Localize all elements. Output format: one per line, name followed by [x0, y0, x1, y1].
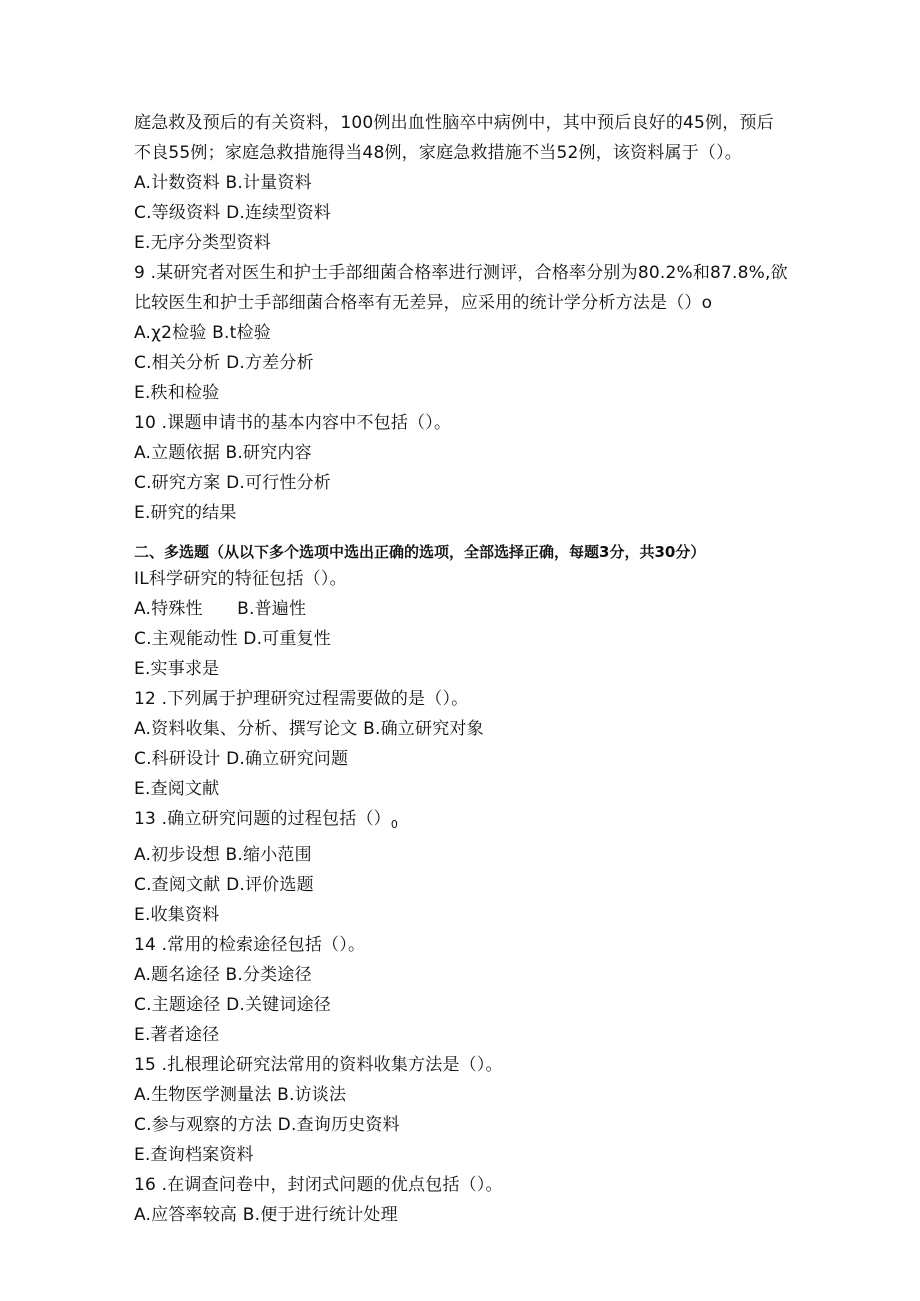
- option-line: E.查阅文献: [134, 779, 220, 799]
- option-line: C.参与观察的方法 D.查询历史资料: [134, 1115, 400, 1135]
- section-2-title: 二、多选题（从以下多个选项中选出正确的选项，全部选择正确，每题3分，共30分）: [134, 543, 706, 561]
- option-line: A.χ2检验 B.t检验: [134, 323, 271, 343]
- section-gap: [134, 528, 834, 536]
- document-content: [134, 108, 834, 1230]
- question-16: 16 .在调查问卷中，封闭式问题的优点包括（）。: [134, 1175, 503, 1195]
- option-line: E.研究的结果: [134, 503, 237, 523]
- option-line: A.立题依据 B.研究内容: [134, 443, 312, 463]
- option-line: A.题名途径 B.分类途径: [134, 965, 312, 985]
- option-line: E.实事求是: [134, 659, 220, 679]
- option-line: A.计数资料 B.计量资料: [134, 173, 312, 193]
- option-line: A.资料收集、分析、撰写论文 B.确立研究对象: [134, 719, 484, 739]
- option-line: E.收集资料: [134, 905, 220, 925]
- option-line: E.无序分类型资料: [134, 233, 271, 253]
- text-line: 庭急救及预后的有关资料，100例出血性脑卒中病例中，其中预后良好的45例，预后: [134, 113, 774, 133]
- option-line: C.科研设计 D.确立研究问题: [134, 749, 349, 769]
- question-9-line-1: 9 .某研究者对医生和护士手部细菌合格率进行测评，合格率分别为80.2%和87.8%,欲: [134, 263, 788, 283]
- option-line: C.主题途径 D.关键词途径: [134, 995, 331, 1015]
- question-11: IL科学研究的特征包括（）。: [134, 569, 347, 589]
- option-line: E.著者途径: [134, 1025, 220, 1045]
- option-line: C.主观能动性 D.可重复性: [134, 629, 331, 649]
- question-9-line-2: 比较医生和护士手部细菌合格率有无差异，应采用的统计学分析方法是（）o: [134, 293, 713, 313]
- question-12: 12 .下列属于护理研究过程需要做的是（）。: [134, 689, 469, 709]
- option-line: A.应答率较高 B.便于进行统计处理: [134, 1205, 398, 1225]
- option-line: A.特殊性 B.普遍性: [134, 599, 307, 619]
- option-line: A.生物医学测量法 B.访谈法: [134, 1085, 347, 1105]
- option-line: E.秩和检验: [134, 383, 220, 403]
- option-line: C.等级资料 D.连续型资料: [134, 203, 331, 223]
- option-line: C.相关分析 D.方差分析: [134, 353, 314, 373]
- question-14: 14 .常用的检索途径包括（）。: [134, 935, 366, 955]
- option-line: C.研究方案 D.可行性分析: [134, 473, 331, 493]
- question-13-suffix: 0: [390, 818, 399, 831]
- question-15: 15 .扎根理论研究法常用的资料收集方法是（）。: [134, 1055, 503, 1075]
- question-13: [134, 804, 834, 840]
- option-line: E.查询档案资料: [134, 1145, 254, 1165]
- question-13-text: 13 .确立研究问题的过程包括（）: [134, 809, 391, 829]
- text-line: 不良55例；家庭急救措施得当48例，家庭急救措施不当52例，该资料属于（）。: [134, 143, 742, 163]
- option-line: A.初步设想 B.缩小范围: [134, 845, 312, 865]
- question-10: 10 .课题申请书的基本内容中不包括（）。: [134, 413, 452, 433]
- option-line: C.查阅文献 D.评价选题: [134, 875, 314, 895]
